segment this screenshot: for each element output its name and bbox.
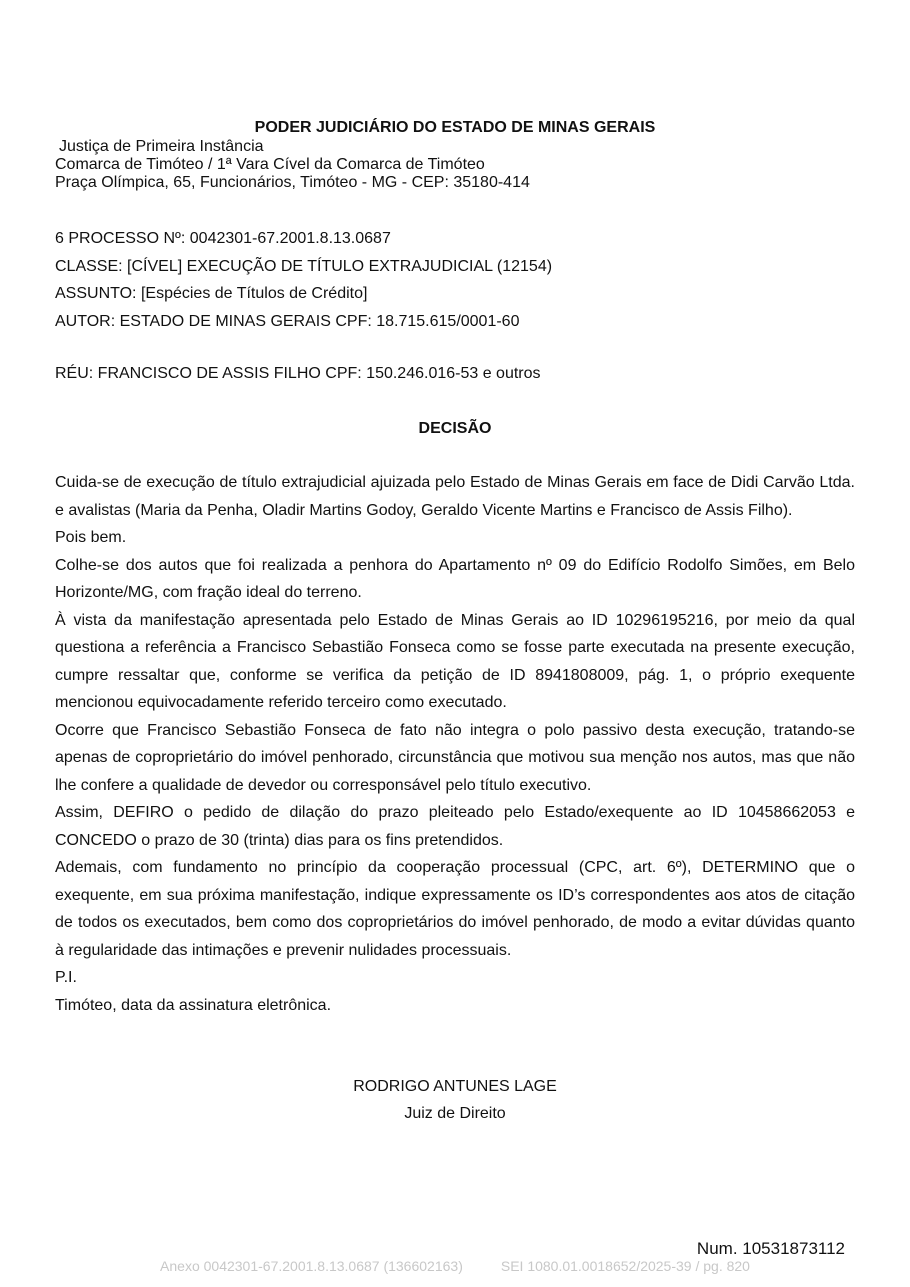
comarca-line: Comarca de Timóteo / 1ª Vara Cível da Comarca de Timóteo [55,156,485,173]
paragraph: Colhe-se dos autos que foi realizada a penhora do Apartamento nº 09 do Edifício Rodolfo Simões, em Belo Horizonte/MG, com fração ideal do terreno. [55,556,855,601]
signature-block [0,1073,910,1127]
paragraph: Ocorre que Francisco Sebastião Fonseca de fato não integra o polo passivo desta execução, tratando-se apenas de coproprietário do imóvel penhorado, circunstância que motivou sua menção nos autos, mas que não lhe confere a qualidade de devedor ou corresponsável pelo título executivo. [55,721,855,794]
document-number: Num. 10531873112 [696,1239,845,1258]
process-author: AUTOR: ESTADO DE MINAS GERAIS CPF: 18.715.615/0001-60 [55,312,520,330]
decision-title: DECISÃO [418,420,492,437]
court-header [55,138,530,192]
signer-role: Juiz de Direito [404,1105,506,1122]
paragraph: Timóteo, data da assinatura eletrônica. [55,996,332,1014]
footer-sei: SEI 1080.01.0018652/2025-39 / pg. 820 [500,1258,750,1274]
instance-line: Justiça de Primeira Instância [59,138,264,155]
paragraph: Assim, DEFIRO o pedido de dilação do prazo pleiteado pelo Estado/exequente ao ID 10458662053 e CONCEDO o prazo de 30 (trinta) dias para os fins pretendidos. [55,804,855,849]
paragraph: Pois bem. [55,529,127,546]
signer-name: RODRIGO ANTUNES LAGE [353,1078,557,1095]
process-defendant: RÉU: FRANCISCO DE ASSIS FILHO CPF: 150.246.016-53 e outros [55,365,541,382]
paragraph: P.I. [55,969,77,986]
address-line: Praça Olímpica, 65, Funcionários, Timóteo - MG - CEP: 35180-414 [55,174,530,191]
process-info [55,225,552,335]
process-number: 6 PROCESSO Nº: 0042301-67.2001.8.13.0687 [55,230,391,247]
footer-watermark [0,1257,910,1275]
court-title: PODER JUDICIÁRIO DO ESTADO DE MINAS GERAIS [254,119,656,136]
paragraph: Cuida-se de execução de título extrajudicial ajuizada pelo Estado de Minas Gerais em face de Didi Carvão Ltda. e avalistas (Maria da Penha, Oladir Martins Godoy, Geraldo Vicente Martins e Francisco de Assis Filho). [55,474,855,519]
decision-body [55,469,855,1019]
process-class: CLASSE: [CÍVEL] EXECUÇÃO DE TÍTULO EXTRAJUDICIAL (12154) [55,257,553,275]
process-subject: ASSUNTO: [Espécies de Títulos de Crédito] [55,285,368,303]
footer-annex: Anexo 0042301-67.2001.8.13.0687 (136602163) [160,1258,463,1274]
paragraph: Ademais, com fundamento no princípio da cooperação processual (CPC, art. 6º), DETERMINO que o exequente, em sua próxima manifestação, indique expressamente os ID’s correspondentes aos atos de citação de todos os executados, bem como dos coproprietários do imóvel penhorado, de modo a evitar dúvidas quanto à regularidade das intimações e prevenir nulidades processuais. [55,859,855,959]
paragraph: À vista da manifestação apresentada pelo Estado de Minas Gerais ao ID 10296195216, por meio da qual questiona a referência a Francisco Sebastião Fonseca como se fosse parte executada na presente execução, cumpre ressaltar que, conforme se verifica da petição de ID 8941808009, pág. 1, o próprio exequente mencionou equivocadamente referido terceiro como executado. [55,611,855,711]
